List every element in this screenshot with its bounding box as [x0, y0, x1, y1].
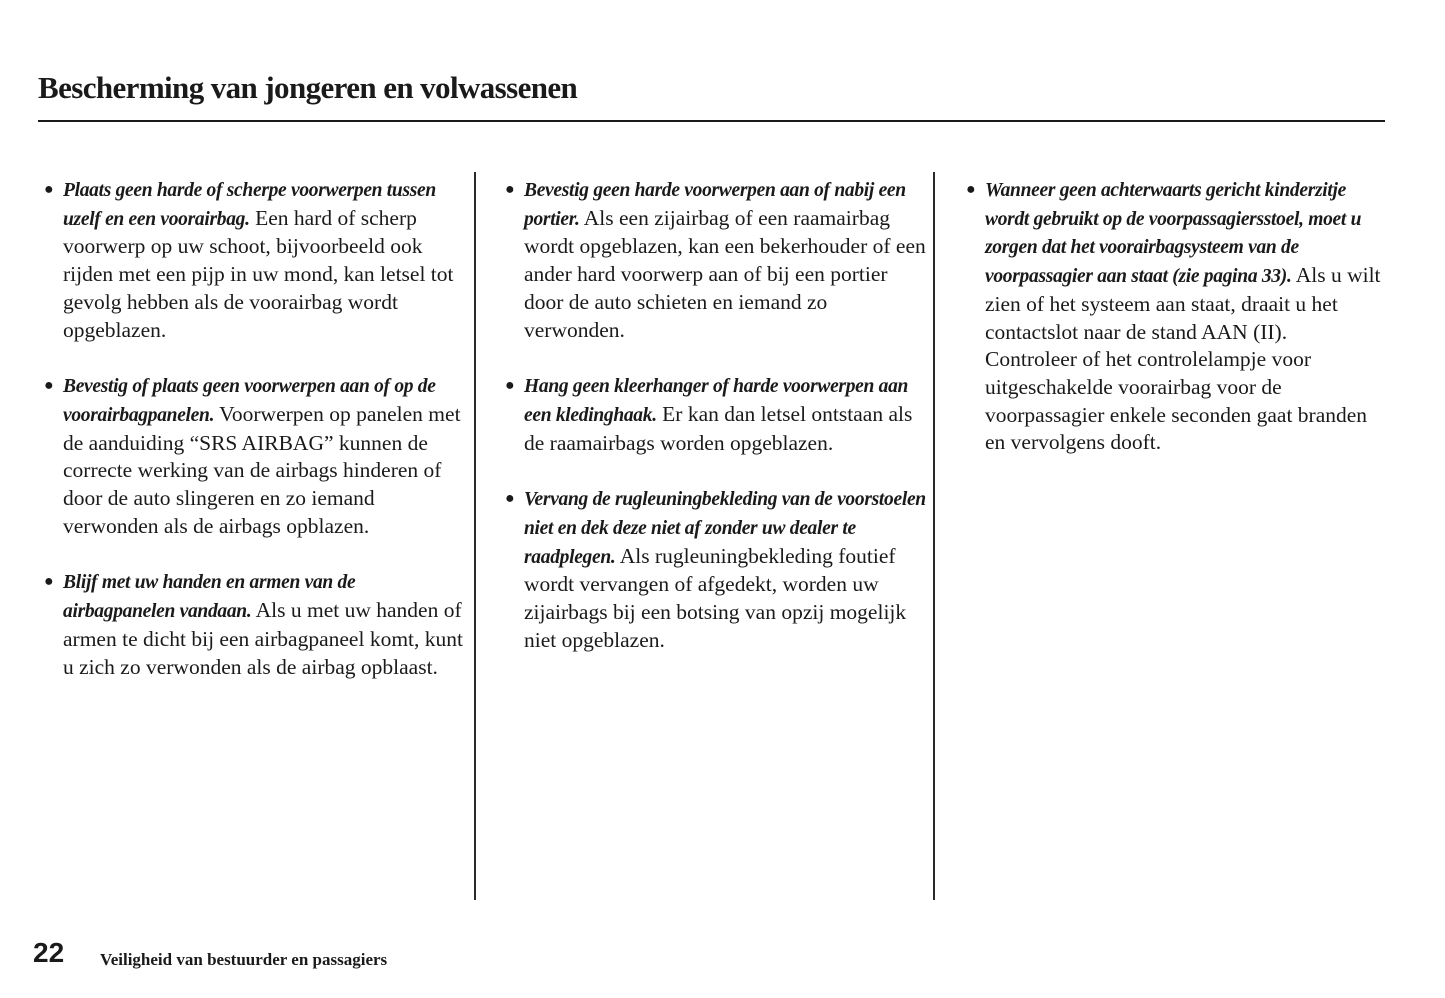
bullet-text: Als rugleuningbekleding foutief wordt vervangen of afgedekt, worden uw zijairbags bij een botsing van opzij mogelijk niet opgeblazen.	[524, 543, 907, 652]
bullet-item	[42, 372, 468, 540]
bullet-heading: Bevestig of plaats geen voorwerpen aan of op de voorairbagpanelen.	[63, 376, 436, 426]
bullet-icon: ●	[505, 181, 515, 198]
bullet-text: Een hard of scherp voorwerp op uw schoot, bijvoorbeeld ook rijden met een pijp in uw mond, kan letsel tot gevolg hebben als de voorairbag wordt opgeblazen.	[63, 205, 454, 342]
column-divider	[474, 172, 476, 900]
bullet-heading: Blijf met uw handen en armen van de airbagpanelen vandaan.	[63, 572, 356, 623]
bullet-icon: ●	[966, 181, 976, 198]
bullet-icon: ●	[505, 377, 515, 395]
bullet-text: Als u wilt zien of het systeem aan staat, draait u het contactslot naar de stand AAN (II). Controleer of het controlelampje voor uitgeschakelde voorairbag voor de voorpassagier enkele seconden gaat branden en vervolgens dooft.	[985, 263, 1381, 455]
bullet-icon: ●	[505, 490, 515, 508]
bullet-item	[503, 485, 927, 654]
bullet-heading: Plaats geen harde of scherpe voorwerpen tussen uzelf en een voorairbag.	[63, 180, 436, 230]
bullet-icon: ●	[44, 573, 54, 591]
column-right	[964, 176, 1384, 485]
column-divider	[933, 172, 935, 900]
bullet-heading: Wanneer geen achterwaarts gericht kinderzitje wordt gebruikt op de voorpassagiersstoel, moet u zorgen dat het voorairbagsysteem van de voorpassagier aan staat (zie pagina 33).	[985, 180, 1362, 288]
bullet-text: Als u met uw handen of armen te dicht bij een airbagpaneel komt, kunt u zich zo verwonden als de airbag opblaast.	[63, 598, 463, 679]
bullet-text: Voorwerpen op panelen met de aanduiding “SRS AIRBAG” kunnen de correcte werking van de airbags hinderen of door de auto slingeren en zo iemand verwonden als de airbags opblazen.	[63, 401, 461, 538]
bullet-icon: ●	[44, 181, 54, 198]
footer-section-title: Veiligheid van bestuurder en passagiers	[100, 950, 388, 969]
bullet-heading: Vervang de rugleuningbekleding van de voorstoelen niet en dek deze niet af zonder uw dealer te raadplegen.	[524, 489, 926, 568]
bullet-text: Als een zijairbag of een raamairbag wordt opgeblazen, kan een bekerhouder of een ander hard voorwerp aan of bij een portier door de auto schieten en iemand zo verwonden.	[524, 205, 926, 342]
column-middle	[503, 176, 927, 683]
bullet-heading: Bevestig geen harde voorwerpen aan of nabij een portier.	[524, 180, 906, 230]
bullet-item	[503, 372, 927, 457]
bullet-text: Er kan dan letsel ontstaan als de raamairbags worden opgeblazen.	[524, 401, 913, 455]
column-left	[42, 176, 468, 709]
page-title: Bescherming van jongeren en volwassenen	[38, 70, 578, 105]
title-rule	[38, 120, 1385, 122]
bullet-item	[42, 176, 468, 344]
bullet-icon: ●	[44, 377, 54, 395]
bullet-heading: Hang geen kleerhanger of harde voorwerpen aan een kledinghaak.	[524, 376, 909, 426]
bullet-item	[964, 176, 1384, 457]
bullet-item	[503, 176, 927, 344]
bullet-item	[42, 568, 468, 681]
page-number: 22	[33, 937, 65, 968]
